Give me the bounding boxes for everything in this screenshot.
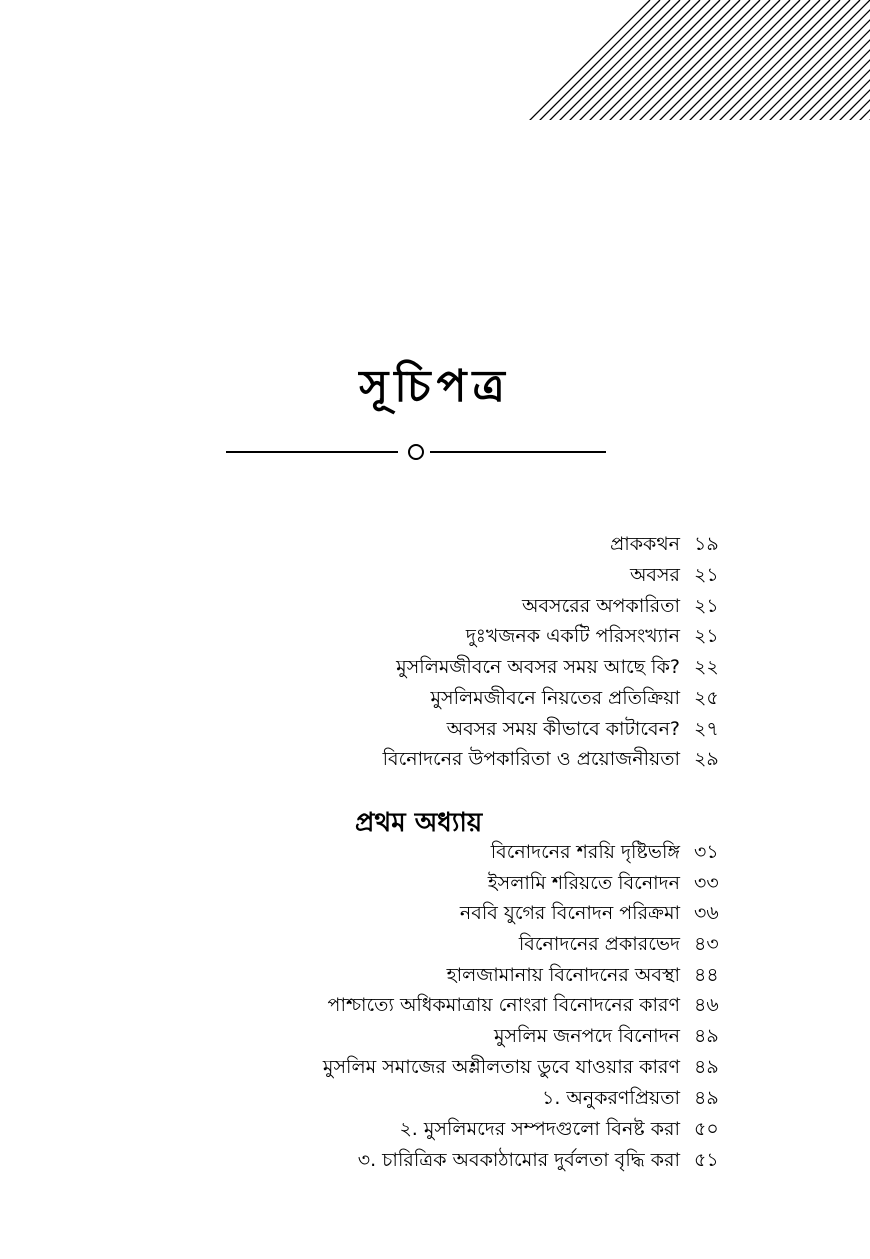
toc-entry-page: ৫০ <box>694 1118 719 1140</box>
hatch-line <box>610 0 740 130</box>
hatch-line <box>530 0 660 130</box>
toc-entry-label: মুসলিম সমাজের অশ্লীলতায় ডুবে যাওয়ার কারণ <box>322 1056 680 1078</box>
toc-entry-page: ৩৬ <box>694 902 719 924</box>
toc-entry-page: ৪৯ <box>694 1056 719 1078</box>
toc-entry-page: ৩১ <box>694 841 719 863</box>
toc-entry <box>240 961 730 993</box>
toc-entry <box>240 622 730 654</box>
hatch-line <box>580 0 710 130</box>
hatch-line <box>520 0 650 130</box>
toc-entry <box>240 1115 730 1147</box>
hatch-line <box>710 0 840 130</box>
toc-entry-label: ২. মুসলিমদের সম্পদগুলো বিনষ্ট করা <box>399 1118 680 1140</box>
hatch-line <box>700 0 830 130</box>
toc-entry <box>240 930 730 962</box>
hatch-line <box>720 0 850 130</box>
toc-entry-page: ২১ <box>694 595 719 617</box>
toc-entry-label: অবসর <box>629 564 680 586</box>
hatch-line <box>690 0 820 130</box>
toc-entry-label: ইসলামি শরিয়তে বিনোদন <box>487 872 680 894</box>
toc-entry-label: বিনোদনের প্রকারভেদ <box>518 933 680 955</box>
divider-line-right <box>430 451 606 453</box>
toc-entry-page: ৪৩ <box>694 933 719 955</box>
toc-entry <box>240 1084 730 1116</box>
hatch-line <box>570 0 700 130</box>
toc-entry <box>240 592 730 624</box>
toc-entry-page: ৪৪ <box>694 964 719 986</box>
page-title: সূচিপত্র <box>359 361 511 412</box>
hatch-line <box>550 0 680 130</box>
toc-entry <box>240 1146 730 1178</box>
hatch-line <box>510 0 640 130</box>
hatch-line <box>620 0 750 130</box>
hatch-line <box>640 0 770 130</box>
corner-hatch-decoration <box>0 0 870 130</box>
toc-entry-label: ৩. চারিত্রিক অবকাঠামোর দুর্বলতা বৃদ্ধি করা <box>357 1149 680 1171</box>
hatch-line <box>660 0 790 130</box>
hatch-line <box>650 0 780 130</box>
toc-entry-label: মুসলিম জনপদে বিনোদন <box>494 1025 680 1047</box>
toc-entry <box>240 715 730 747</box>
toc-entry-page: ২১ <box>694 625 719 647</box>
hatch-line <box>670 0 800 130</box>
toc-entry-label: ১. অনুকরণপ্রিয়তা <box>541 1087 680 1109</box>
toc-entry-page: ৪৯ <box>694 1087 719 1109</box>
hatch-line <box>630 0 760 130</box>
hatch-line <box>560 0 690 130</box>
divider-line-left <box>226 451 398 453</box>
toc-entry-label: বিনোদনের উপকারিতা ও প্রয়োজনীয়তা <box>382 748 680 770</box>
toc-entry <box>240 838 730 870</box>
toc-entry <box>240 899 730 931</box>
toc-entry-label: অবসরের অপকারিতা <box>522 595 680 617</box>
toc-entry-page: ৫১ <box>694 1149 719 1171</box>
toc-entry-label: বিনোদনের শরয়ি দৃষ্টিভঙ্গি <box>490 841 680 863</box>
toc-entry-label: অবসর সময় কীভাবে কাটাবেন? <box>446 718 680 740</box>
toc-entry <box>240 991 730 1023</box>
toc-entry-page: ২৫ <box>694 687 719 709</box>
toc-entry-page: ১৯ <box>694 533 719 555</box>
toc-entry <box>240 1022 730 1054</box>
toc-entry-page: ৩৩ <box>694 872 719 894</box>
hatch-line <box>600 0 730 130</box>
hatch-line <box>590 0 720 130</box>
toc-entry <box>240 653 730 685</box>
toc-entry-label: প্রাককথন <box>610 533 680 555</box>
toc-entry <box>240 561 730 593</box>
toc-entry-page: ২২ <box>694 656 719 678</box>
toc-entry-page: ৪৯ <box>694 1025 719 1047</box>
toc-entry <box>240 1053 730 1085</box>
toc-entry-page: ২৯ <box>694 748 719 770</box>
hatch-line <box>740 0 870 130</box>
toc-entry-label: দুঃখজনক একটি পরিসংখ্যান <box>465 625 680 647</box>
hatch-line <box>540 0 670 130</box>
toc-entry <box>240 869 730 901</box>
toc-entry-label: মুসলিমজীবনে নিয়তের প্রতিক্রিয়া <box>430 687 680 709</box>
hatch-line <box>500 0 630 130</box>
toc-entry-page: ৪৬ <box>694 994 719 1016</box>
toc-entry-label: মুসলিমজীবনে অবসর সময় আছে কি? <box>396 656 680 678</box>
hatch-line <box>680 0 810 130</box>
toc-entry-label: নববি যুগের বিনোদন পরিক্রমা <box>459 902 680 924</box>
toc-entry-page: ২১ <box>694 564 719 586</box>
hatch-line <box>730 0 860 130</box>
toc-entry-label: পাশ্চাত্যে অধিকমাত্রায় নোংরা বিনোদনের কারণ <box>327 994 680 1016</box>
divider-circle-icon <box>408 444 424 460</box>
toc-entry <box>240 745 730 777</box>
toc-entry <box>240 530 730 562</box>
toc-entry-label: হালজামানায় বিনোদনের অবস্থা <box>446 964 680 986</box>
section-heading: প্রথম অধ্যায় <box>355 808 483 838</box>
toc-entry <box>240 684 730 716</box>
toc-entry-page: ২৭ <box>694 718 719 740</box>
title-divider-ornament <box>226 440 606 464</box>
